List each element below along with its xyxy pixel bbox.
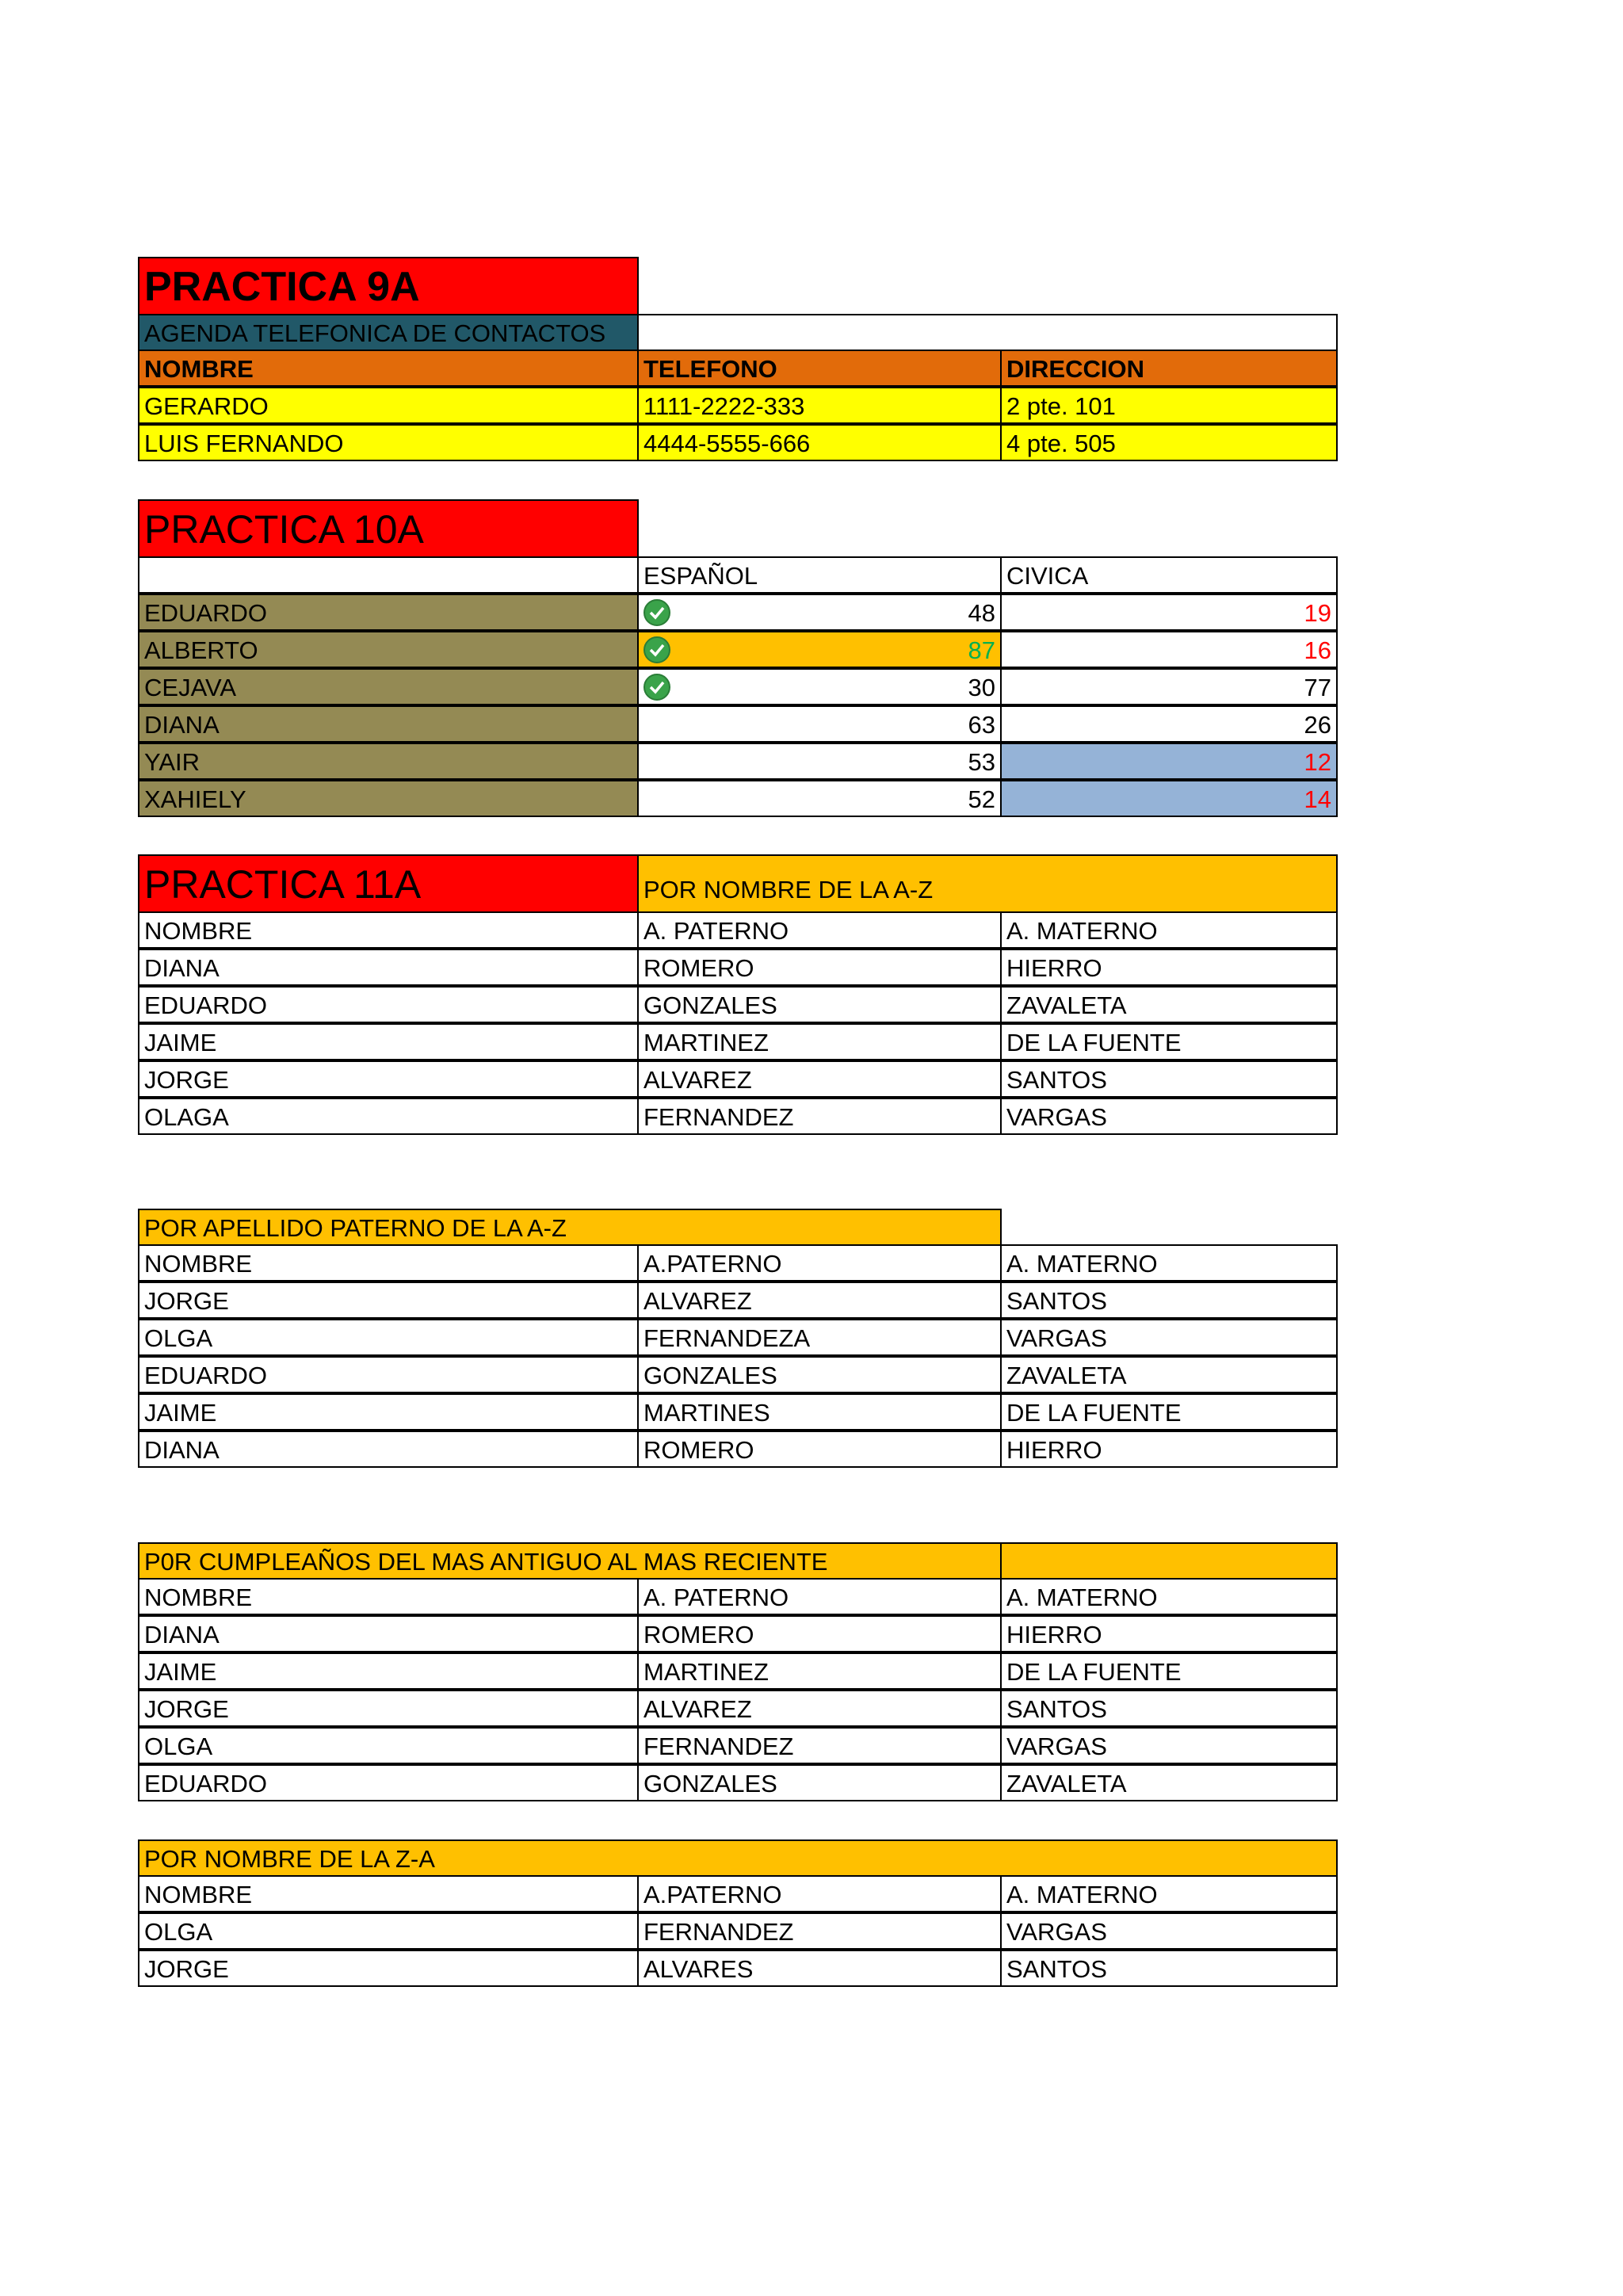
sort-caption: P0R CUMPLEAÑOS DEL MAS ANTIGUO AL MAS RECIENTE xyxy=(138,1542,1002,1580)
contact-name[interactable]: LUIS FERNANDO xyxy=(138,424,639,461)
header-telefono: TELEFONO xyxy=(637,350,1002,387)
person-paterno[interactable]: FERNANDEZ xyxy=(637,1912,1002,1950)
score-civica[interactable]: 14 xyxy=(1000,780,1338,817)
score-civica[interactable]: 16 xyxy=(1000,631,1338,668)
person-materno[interactable]: ZAVALETA xyxy=(1000,1764,1338,1801)
person-paterno[interactable]: FERNANDEZ xyxy=(637,1727,1002,1764)
empty-cell[interactable] xyxy=(637,314,1338,351)
person-materno[interactable]: SANTOS xyxy=(1000,1950,1338,1987)
person-name[interactable]: EDUARDO xyxy=(138,1356,639,1393)
contact-address[interactable]: 2 pte. 101 xyxy=(1000,387,1338,424)
person-paterno[interactable]: MARTINES xyxy=(637,1393,1002,1431)
practica-11a-title: PRACTICA 11A xyxy=(138,854,639,913)
person-name[interactable]: JAIME xyxy=(138,1393,639,1431)
header-materno: A. MATERNO xyxy=(1000,1578,1338,1615)
contact-name[interactable]: GERARDO xyxy=(138,387,639,424)
person-name[interactable]: EDUARDO xyxy=(138,986,639,1023)
person-paterno[interactable]: MARTINEZ xyxy=(637,1023,1002,1060)
person-name[interactable]: JAIME xyxy=(138,1652,639,1690)
score-civica[interactable]: 19 xyxy=(1000,594,1338,631)
person-name[interactable]: DIANA xyxy=(138,1431,639,1468)
person-paterno[interactable]: ALVAREZ xyxy=(637,1060,1002,1098)
person-materno[interactable]: DE LA FUENTE xyxy=(1000,1652,1338,1690)
contact-phone[interactable]: 1111-2222-333 xyxy=(637,387,1002,424)
person-name[interactable]: DIANA xyxy=(138,1615,639,1652)
person-name[interactable]: JORGE xyxy=(138,1950,639,1987)
header-nombre: NOMBRE xyxy=(138,1875,639,1912)
person-paterno[interactable]: ROMERO xyxy=(637,949,1002,986)
sort-caption: POR NOMBRE DE LA Z-A xyxy=(138,1839,1338,1877)
person-paterno[interactable]: ALVARES xyxy=(637,1950,1002,1987)
score-value: 30 xyxy=(968,674,995,701)
header-civica: CIVICA xyxy=(1000,556,1338,594)
score-espanol[interactable] xyxy=(637,594,1002,631)
person-name[interactable]: JORGE xyxy=(138,1282,639,1319)
person-name[interactable]: JORGE xyxy=(138,1060,639,1098)
person-materno[interactable]: SANTOS xyxy=(1000,1690,1338,1727)
header-materno: A. MATERNO xyxy=(1000,1244,1338,1282)
person-paterno[interactable]: GONZALES xyxy=(637,986,1002,1023)
person-materno[interactable]: DE LA FUENTE xyxy=(1000,1393,1338,1431)
person-materno[interactable]: VARGAS xyxy=(1000,1098,1338,1135)
header-materno: A. MATERNO xyxy=(1000,911,1338,949)
score-value: 48 xyxy=(968,599,995,627)
student-name[interactable]: YAIR xyxy=(138,743,639,780)
person-name[interactable]: JORGE xyxy=(138,1690,639,1727)
header-direccion: DIRECCION xyxy=(1000,350,1338,387)
check-circle-icon xyxy=(643,674,670,701)
header-nombre: NOMBRE xyxy=(138,1244,639,1282)
contact-phone[interactable]: 4444-5555-666 xyxy=(637,424,1002,461)
person-paterno[interactable]: FERNANDEZ xyxy=(637,1098,1002,1135)
student-name[interactable]: DIANA xyxy=(138,705,639,743)
score-civica[interactable]: 26 xyxy=(1000,705,1338,743)
person-name[interactable]: EDUARDO xyxy=(138,1764,639,1801)
person-materno[interactable]: SANTOS xyxy=(1000,1282,1338,1319)
empty-cell[interactable] xyxy=(1000,1542,1338,1580)
person-paterno[interactable]: ALVAREZ xyxy=(637,1690,1002,1727)
student-name[interactable]: EDUARDO xyxy=(138,594,639,631)
header-nombre: NOMBRE xyxy=(138,1578,639,1615)
person-materno[interactable]: VARGAS xyxy=(1000,1912,1338,1950)
score-value: 87 xyxy=(968,636,995,664)
header-nombre: NOMBRE xyxy=(138,911,639,949)
score-espanol[interactable]: 63 xyxy=(637,705,1002,743)
score-civica[interactable]: 77 xyxy=(1000,668,1338,705)
header-paterno: A. PATERNO xyxy=(637,1578,1002,1615)
empty-header-cell[interactable] xyxy=(138,556,639,594)
person-materno[interactable]: HIERRO xyxy=(1000,949,1338,986)
person-materno[interactable]: HIERRO xyxy=(1000,1615,1338,1652)
person-name[interactable]: DIANA xyxy=(138,949,639,986)
practica-9a-subtitle: AGENDA TELEFONICA DE CONTACTOS xyxy=(138,314,639,351)
score-espanol[interactable]: 53 xyxy=(637,743,1002,780)
person-paterno[interactable]: ALVAREZ xyxy=(637,1282,1002,1319)
student-name[interactable]: CEJAVA xyxy=(138,668,639,705)
contact-address[interactable]: 4 pte. 505 xyxy=(1000,424,1338,461)
person-name[interactable]: OLAGA xyxy=(138,1098,639,1135)
person-materno[interactable]: ZAVALETA xyxy=(1000,986,1338,1023)
person-paterno[interactable]: GONZALES xyxy=(637,1764,1002,1801)
score-espanol[interactable]: 52 xyxy=(637,780,1002,817)
check-circle-icon xyxy=(643,599,670,626)
check-circle-icon xyxy=(643,636,670,663)
practica-9a-title: PRACTICA 9A xyxy=(138,257,639,315)
person-materno[interactable]: VARGAS xyxy=(1000,1319,1338,1356)
person-paterno[interactable]: MARTINEZ xyxy=(637,1652,1002,1690)
person-materno[interactable]: HIERRO xyxy=(1000,1431,1338,1468)
student-name[interactable]: ALBERTO xyxy=(138,631,639,668)
header-materno: A. MATERNO xyxy=(1000,1875,1338,1912)
score-civica[interactable]: 12 xyxy=(1000,743,1338,780)
person-materno[interactable]: DE LA FUENTE xyxy=(1000,1023,1338,1060)
person-paterno[interactable]: ROMERO xyxy=(637,1615,1002,1652)
sort-caption: POR NOMBRE DE LA A-Z xyxy=(637,854,1338,913)
person-materno[interactable]: VARGAS xyxy=(1000,1727,1338,1764)
person-paterno[interactable]: ROMERO xyxy=(637,1431,1002,1468)
person-name[interactable]: OLGA xyxy=(138,1912,639,1950)
sort-caption: POR APELLIDO PATERNO DE LA A-Z xyxy=(138,1209,1002,1246)
practica-10a-title: PRACTICA 10A xyxy=(138,499,639,558)
person-name[interactable]: OLGA xyxy=(138,1727,639,1764)
person-name[interactable]: OLGA xyxy=(138,1319,639,1356)
score-espanol[interactable] xyxy=(637,631,1002,668)
person-paterno[interactable]: FERNANDEZA xyxy=(637,1319,1002,1356)
header-nombre: NOMBRE xyxy=(138,350,639,387)
person-paterno[interactable]: GONZALES xyxy=(637,1356,1002,1393)
person-materno[interactable]: ZAVALETA xyxy=(1000,1356,1338,1393)
header-paterno: A. PATERNO xyxy=(637,911,1002,949)
score-espanol[interactable] xyxy=(637,668,1002,705)
student-name[interactable]: XAHIELY xyxy=(138,780,639,817)
header-paterno: A.PATERNO xyxy=(637,1244,1002,1282)
person-materno[interactable]: SANTOS xyxy=(1000,1060,1338,1098)
person-name[interactable]: JAIME xyxy=(138,1023,639,1060)
header-paterno: A.PATERNO xyxy=(637,1875,1002,1912)
header-espanol: ESPAÑOL xyxy=(637,556,1002,594)
